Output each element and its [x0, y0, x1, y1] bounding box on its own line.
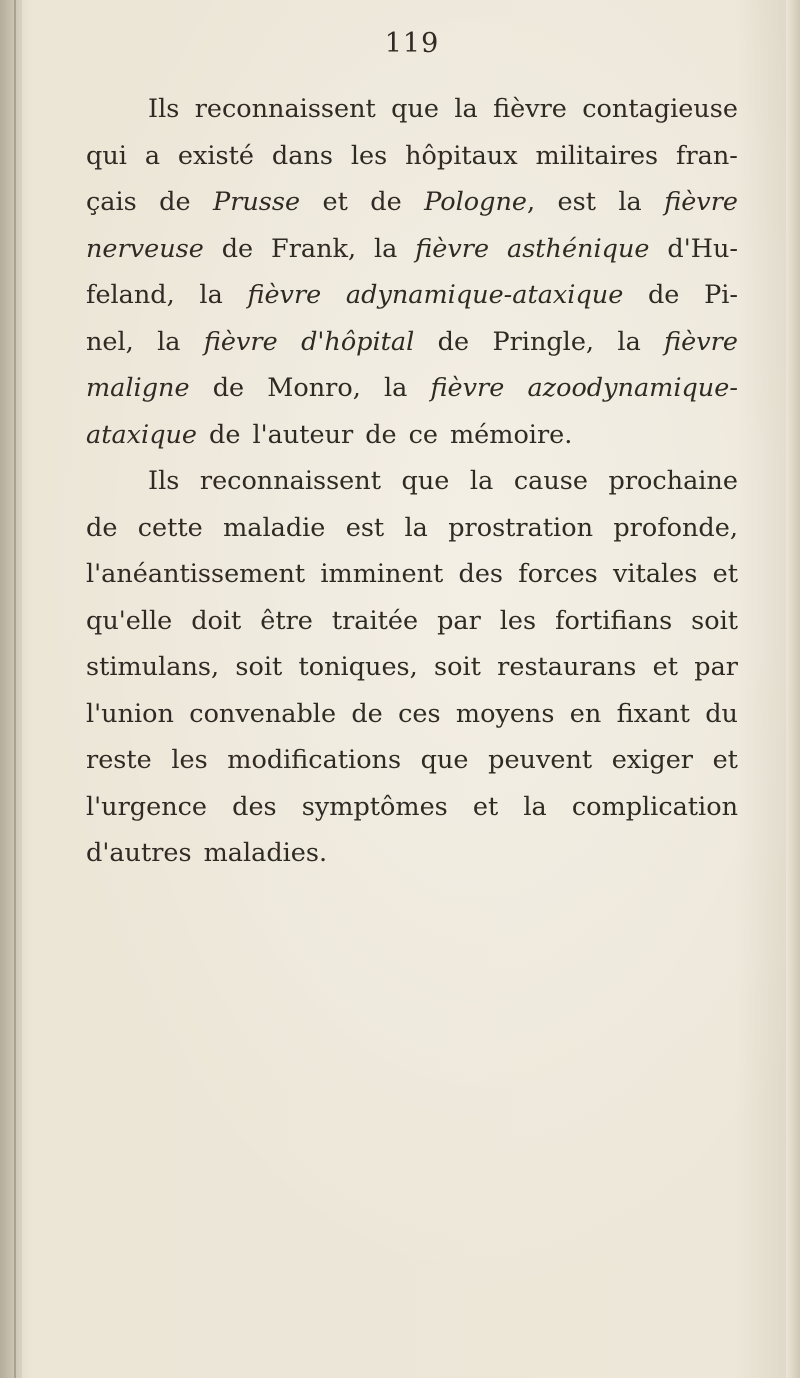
- word: prochaine: [608, 466, 738, 496]
- text-line: [86, 644, 738, 691]
- text-line: [86, 551, 738, 598]
- word: par: [437, 605, 481, 636]
- word: la: [157, 326, 181, 357]
- word: maladies.: [203, 838, 328, 868]
- word: qui: [86, 140, 127, 171]
- word: asthénique: [507, 233, 650, 264]
- word: fièvre: [415, 233, 490, 264]
- text-line: [86, 365, 738, 412]
- word: de: [370, 187, 402, 217]
- word: du: [705, 698, 738, 729]
- word: Pologne,: [424, 187, 536, 217]
- word: d'Hu-: [667, 233, 738, 264]
- word: la: [617, 326, 641, 357]
- word: et: [712, 559, 738, 589]
- word: militaires: [535, 140, 659, 171]
- word: Monro,: [267, 373, 361, 403]
- word: doit: [191, 605, 242, 636]
- word: les: [350, 140, 388, 171]
- word: dans: [271, 140, 333, 171]
- word: la: [618, 187, 642, 217]
- text-line: [86, 784, 738, 831]
- word: complication: [571, 791, 738, 822]
- word: Ils: [148, 466, 180, 496]
- word: restaurans: [497, 652, 637, 682]
- body-text: [86, 86, 738, 877]
- word: par: [694, 652, 738, 682]
- paragraph: [86, 458, 738, 877]
- word: çais: [86, 187, 137, 217]
- word: la: [404, 512, 428, 543]
- binding-line: [14, 0, 16, 1378]
- word: prostration: [448, 512, 593, 543]
- word: modifications: [227, 745, 402, 775]
- word: symptômes: [301, 791, 448, 822]
- text-line: [86, 133, 738, 180]
- word: cause: [513, 466, 588, 496]
- word: d'hôpital: [301, 326, 415, 357]
- word: nel,: [86, 326, 134, 357]
- word: l'union: [86, 698, 174, 729]
- word: la: [454, 94, 478, 124]
- text-line: [86, 86, 738, 133]
- word: adynamique-ataxique: [345, 280, 624, 310]
- word: ce: [408, 419, 438, 450]
- word: fièvre: [664, 187, 738, 217]
- page-edge: [786, 0, 800, 1378]
- word: et: [712, 745, 738, 775]
- word: de: [647, 280, 680, 310]
- word: la: [523, 791, 547, 822]
- text-line: [86, 691, 738, 738]
- word: nerveuse: [86, 233, 204, 264]
- word: mémoire.: [450, 419, 573, 450]
- word: qu'elle: [86, 605, 173, 636]
- word: les: [499, 605, 537, 636]
- word: des: [232, 791, 277, 822]
- word: Pringle,: [492, 326, 595, 357]
- word: en: [569, 698, 602, 729]
- text-line: [86, 412, 738, 459]
- text-line: [86, 319, 738, 366]
- word: soit: [434, 652, 481, 682]
- word: imminent: [320, 559, 444, 589]
- binding-shadow: [0, 0, 22, 1378]
- text-line: [86, 830, 738, 877]
- word: reste: [86, 745, 152, 775]
- word: existé: [177, 140, 254, 171]
- word: soit: [235, 652, 283, 682]
- word: être: [260, 605, 313, 636]
- word: hôpitaux: [405, 140, 518, 171]
- word: d'autres: [86, 838, 192, 868]
- word: reconnaissent: [194, 94, 376, 124]
- word: la: [199, 280, 223, 310]
- word: Prusse: [213, 187, 301, 217]
- word: fièvre: [493, 94, 567, 124]
- word: les: [171, 745, 208, 775]
- word: et: [322, 187, 348, 217]
- word: stimulans,: [86, 652, 220, 682]
- word: de: [351, 698, 383, 729]
- paragraph: [86, 86, 738, 458]
- word: fièvre: [430, 373, 505, 403]
- word: soit: [691, 605, 738, 636]
- word: Frank,: [271, 233, 357, 264]
- word: ces: [398, 698, 441, 729]
- word: toniques,: [298, 652, 418, 682]
- word: et: [652, 652, 678, 682]
- word: peuvent: [488, 745, 593, 775]
- word: fièvre: [203, 326, 278, 357]
- word: fixant: [616, 698, 690, 729]
- word: la: [469, 466, 494, 496]
- word: exiger: [611, 745, 693, 775]
- word: maladie: [223, 512, 326, 543]
- word: la: [383, 373, 408, 403]
- word: moyens: [455, 698, 555, 729]
- page-number: 119: [384, 28, 440, 59]
- word: fièvre: [247, 280, 322, 310]
- text-line: [86, 737, 738, 784]
- word: la: [374, 233, 398, 264]
- word: de: [86, 512, 118, 543]
- word: de: [365, 419, 397, 450]
- word: que: [391, 94, 439, 124]
- word: de: [159, 187, 191, 217]
- word: maligne: [86, 373, 190, 403]
- word: convenable: [189, 698, 337, 729]
- word: l'urgence: [86, 791, 207, 822]
- word: des: [458, 559, 504, 589]
- word: reconnaissent: [199, 466, 381, 496]
- text-line: [86, 179, 738, 226]
- word: est: [557, 187, 596, 217]
- word: traitée: [331, 605, 419, 636]
- word: de: [212, 373, 245, 403]
- word: de: [437, 326, 470, 357]
- word: est: [345, 512, 385, 543]
- word: vitales: [613, 559, 698, 589]
- word: a: [144, 140, 161, 171]
- word: l'auteur: [252, 419, 354, 450]
- word: fièvre: [664, 326, 738, 357]
- word: Ils: [148, 94, 180, 124]
- word: ataxique: [86, 419, 198, 450]
- word: profonde,: [613, 512, 738, 543]
- word: que: [401, 466, 450, 496]
- word: que: [420, 745, 469, 775]
- text-line: [86, 272, 738, 319]
- word: Pi-: [704, 280, 738, 310]
- word: fortifians: [555, 605, 673, 636]
- word: azoodynamique-: [527, 373, 738, 403]
- text-line: [86, 226, 738, 273]
- word: contagieuse: [582, 94, 738, 124]
- word: et: [472, 791, 499, 822]
- word: feland,: [86, 280, 175, 310]
- text-line: [86, 458, 738, 505]
- word: l'anéantissement: [86, 559, 306, 589]
- word: de: [209, 419, 241, 450]
- word: cette: [137, 512, 203, 543]
- word: fran-: [676, 140, 738, 171]
- text-line: [86, 505, 738, 552]
- word: forces: [518, 559, 598, 589]
- word: de: [221, 233, 254, 264]
- text-line: [86, 598, 738, 645]
